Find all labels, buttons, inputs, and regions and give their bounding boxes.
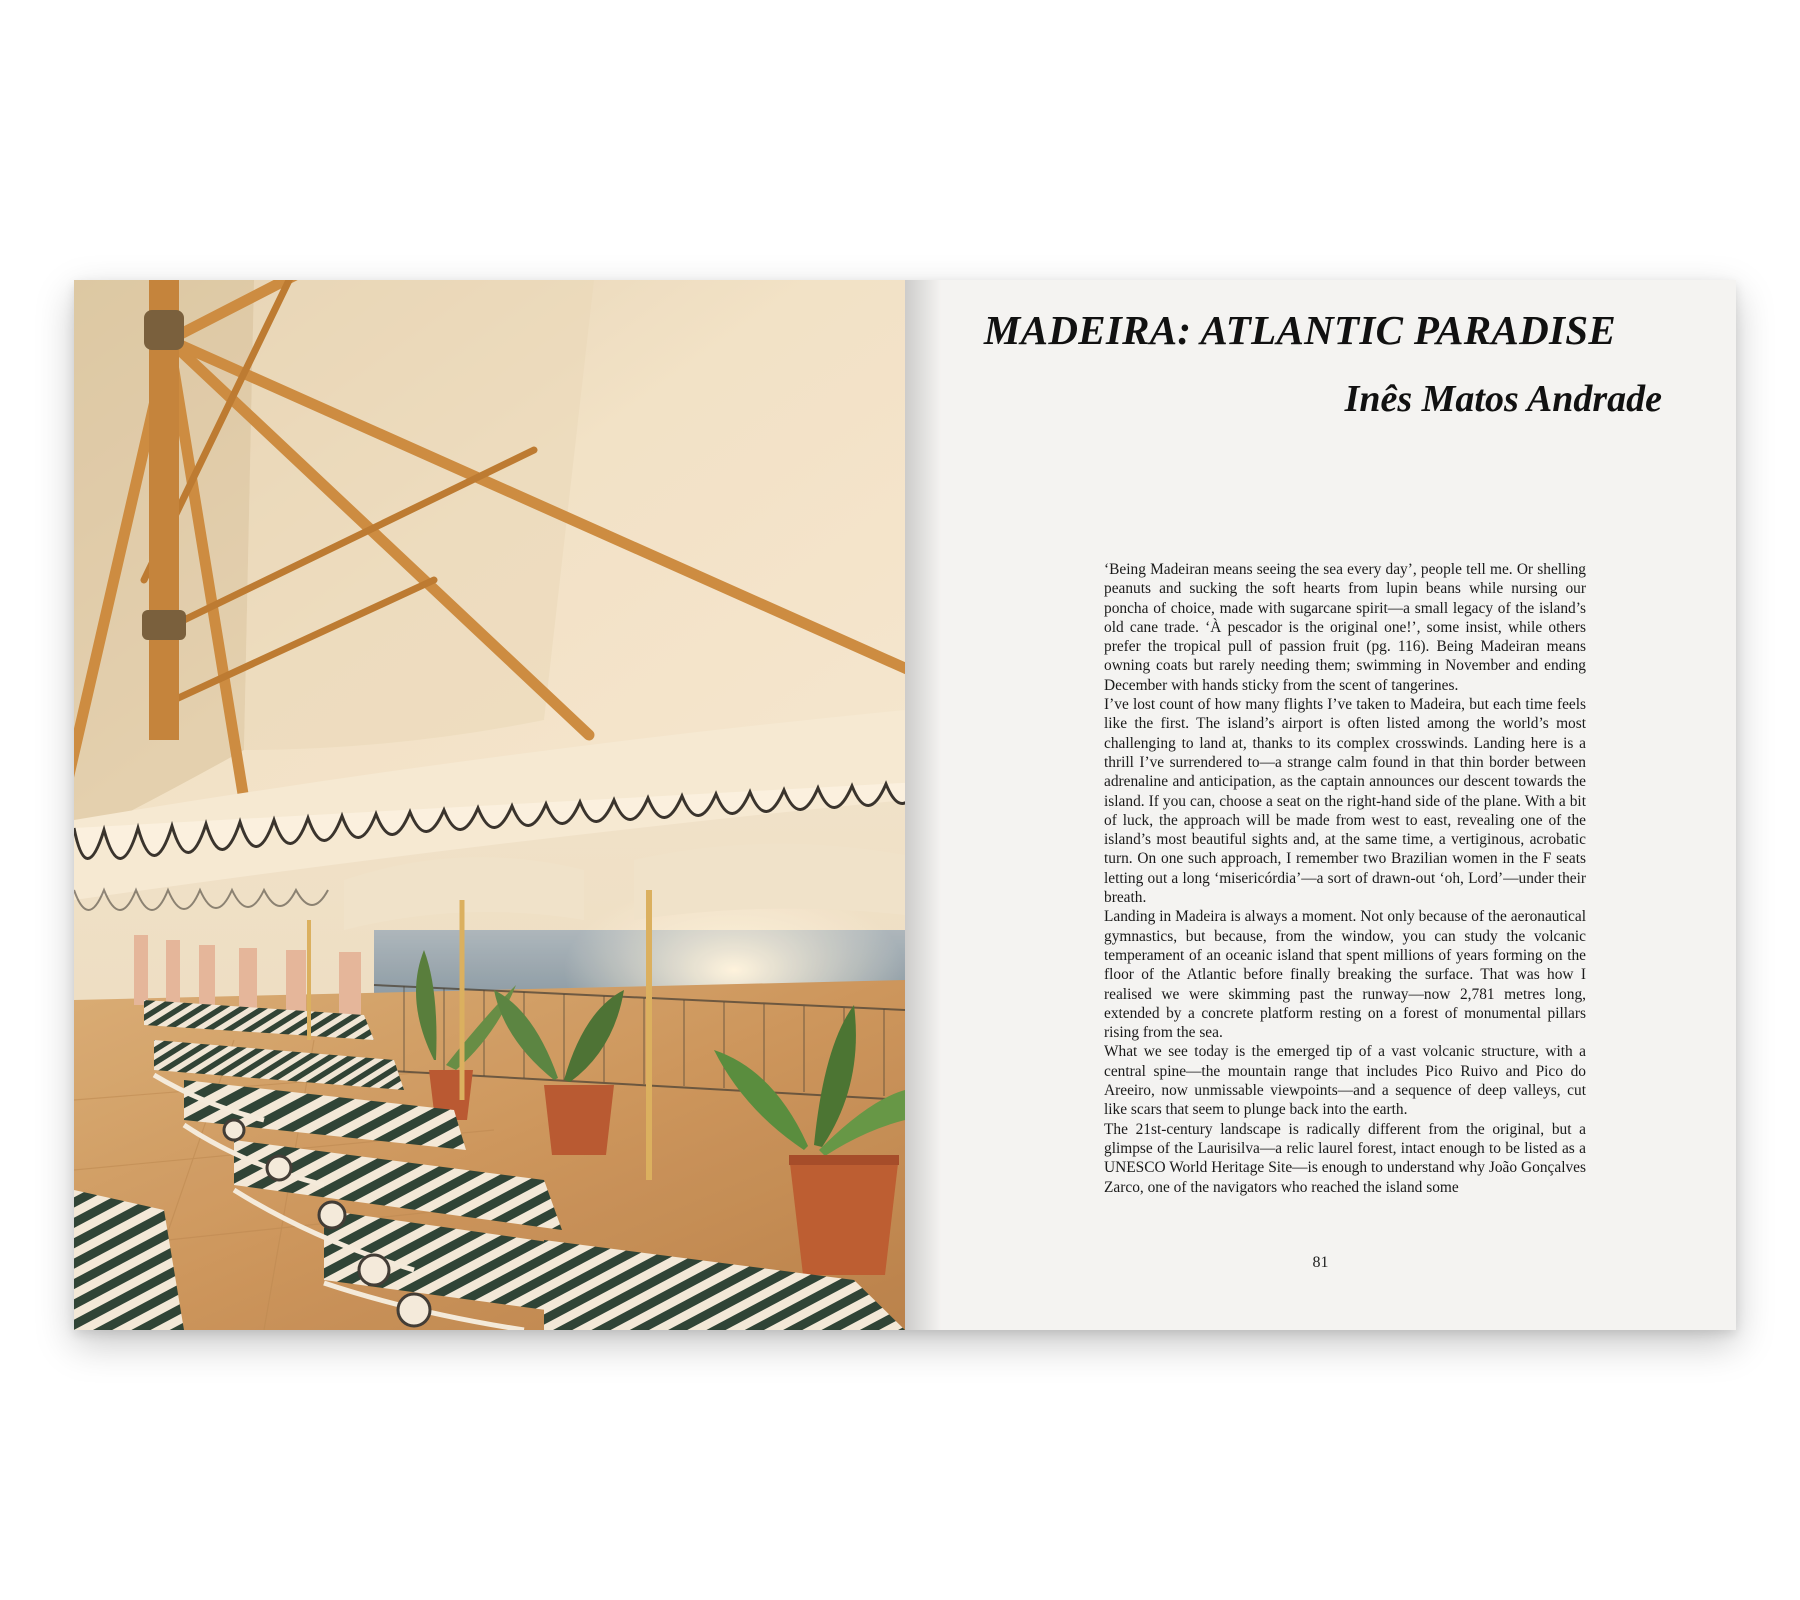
body-paragraph: Landing in Madeira is always a moment. Not only because of the aeronautical gymnastics, but because, from the window, you can study the volcanic temperament of an oceanic island that spent millions of years forming on the floor of the Atlantic before finally breaking the surface. That was how I realised we were skimming past the runway—now 2,781 metres long, extended by a concrete platform resting on a forest of monumental pillars rising from the sea. xyxy=(1104,908,1586,1042)
body-paragraph: I’ve lost count of how many flights I’ve taken to Madeira, but each time feels like the first. The island’s airport is often listed among the world’s most challenging to land at, thanks to its complex crosswinds. Landing here is a thrill I’ve surrendered to—a strange calm found in that thin border between adrenaline and anticipation, as the captain announces our descent towards the island. If you can, choose a seat on the right-hand side of the plane. With a bit of luck, the approach will be made from west to east, revealing one of the island’s most beautiful sights and, at the same time, a vertiginous, acrobatic turn. On one such approach, I remember two Brazilian women in the F seats letting out a long ‘misericórdia’—a sort of drawn-out ‘oh, Lord’—under their breath. xyxy=(1104,696,1586,907)
photo-page xyxy=(74,280,905,1330)
article-title: MADEIRA: ATLANTIC PARADISE xyxy=(983,307,1616,353)
text-page xyxy=(905,280,1736,1330)
book-spread xyxy=(74,280,1736,1330)
terrace-photo xyxy=(74,280,905,1330)
body-paragraph: What we see today is the emerged tip of a vast volcanic structure, with a central spine—the mountain range that includes Pico Ruivo and Pico do Areeiro, now unmissable viewpoints—and a sequence of deep valleys, cut like scars that seem to plunge back into the earth. xyxy=(1104,1043,1586,1119)
article-author: Inês Matos Andrade xyxy=(1344,378,1662,420)
gutter-shadow xyxy=(905,280,941,1330)
page-number: 81 xyxy=(1312,1254,1329,1271)
body-paragraph: The 21st-century landscape is radically different from the original, but a glimpse of the Laurisilva—a relic laurel forest, intact enough to be listed as a UNESCO World Heritage Site—is enough to understand why João Gonçalves Zarco, one of the navigators who reached the island some xyxy=(1104,1120,1586,1196)
body-paragraph: ‘Being Madeiran means seeing the sea every day’, people tell me. Or shelling peanuts and sucking the soft hearts from lupin beans while nursing our poncha of choice, made with sugarcane spirit—a small legacy of the island’s old cane trade. ‘À pescador is the original one!’, some insist, while others prefer the tropical pull of passion fruit (pg. 116). Being Madeiran means owning coats but rarely needing them; swimming in November and ending December with hands sticky from the scent of tangerines. xyxy=(1104,561,1586,694)
article-body xyxy=(1104,560,1586,1197)
